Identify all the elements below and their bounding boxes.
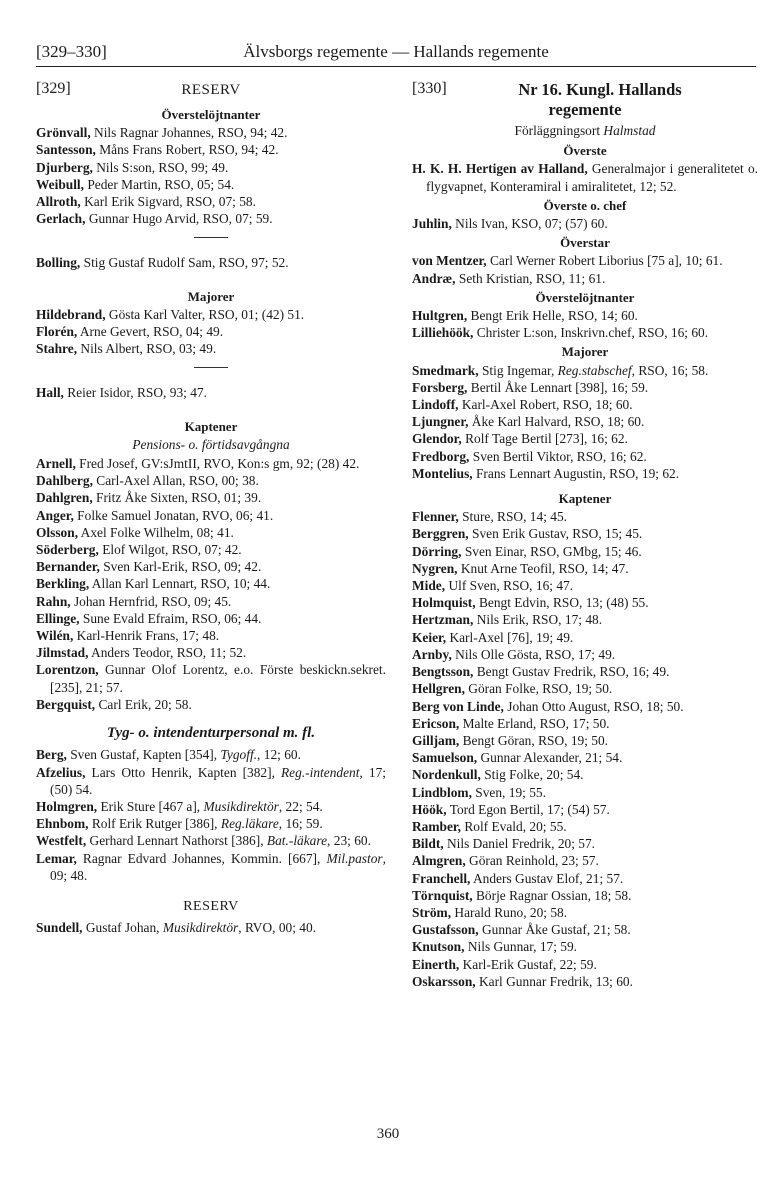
page-range: [329–330] xyxy=(36,42,107,61)
list-item xyxy=(412,525,758,542)
entry-details: Nils Gunnar, 17; 59. xyxy=(464,939,578,955)
list-item xyxy=(412,680,758,697)
surname: Dahlberg, xyxy=(36,473,93,489)
section-329-header xyxy=(36,80,386,104)
entry-details: Nils Daniel Fredrik, 20; 57. xyxy=(443,836,596,852)
list-item xyxy=(36,384,386,401)
entry-details: Bengt Edvin, RSO, 13; (48) 55. xyxy=(475,595,649,611)
entry-list xyxy=(412,362,758,482)
surname: Franchell, xyxy=(412,870,471,886)
entry-details: Karl-Axel [76], 19; 49. xyxy=(446,629,574,645)
entry-details: Generalmajor i generalitetet o. flygvapnet, Konteramiral i amiralitetet, 12; 52. xyxy=(426,161,758,194)
entry-details: Folke Samuel Jonatan, RVO, 06; 41. xyxy=(73,507,274,523)
separator-rule xyxy=(194,237,228,238)
entry-details: Nils Erik, RSO, 17; 48. xyxy=(473,612,603,628)
entry-details: Christer L:son, Inskrivn.chef, RSO, 16; 60. xyxy=(473,325,709,341)
surname: Djurberg, xyxy=(36,159,93,175)
surname: Hellgren, xyxy=(412,681,465,697)
entry-details: Stig Folke, 20; 54. xyxy=(480,767,584,783)
surname: Bengtsson, xyxy=(412,664,474,680)
surname: Afzelius, xyxy=(36,764,86,780)
entry-list xyxy=(36,919,386,936)
entry-list xyxy=(36,455,386,713)
entry-details: Ulf Sven, RSO, 16; 47. xyxy=(445,578,574,594)
entry-details: Måns Frans Robert, RSO, 94; 42. xyxy=(95,142,279,158)
list-item xyxy=(36,254,386,271)
rank-heading: Överstar xyxy=(560,235,610,251)
entry-details: Nils S:son, RSO, 99; 49. xyxy=(92,159,229,175)
list-item xyxy=(412,698,758,715)
entry-title-italic: Reg.-intendent xyxy=(281,764,360,780)
surname: Berggren, xyxy=(412,526,469,542)
list-item xyxy=(412,784,758,801)
surname: Andræ, xyxy=(412,270,456,286)
surname: Ericson, xyxy=(412,715,460,731)
entry-title-italic: Reg.läkare xyxy=(220,816,279,832)
list-item xyxy=(412,870,758,887)
surname: Smedmark, xyxy=(412,362,479,378)
entry-details-end: , 17; (50) 54. xyxy=(50,764,386,797)
surname: Berkling, xyxy=(36,576,90,592)
list-item xyxy=(412,766,758,783)
surname: Montelius, xyxy=(412,465,473,481)
list-item xyxy=(36,575,386,592)
entry-details: Nils Ragnar Johannes, RSO, 94; 42. xyxy=(90,125,288,141)
surname: Arnby, xyxy=(412,646,452,662)
surname: Gerlach, xyxy=(36,211,86,227)
separator-rule xyxy=(194,367,228,368)
list-item xyxy=(36,541,386,558)
entry-details: Sven, 19; 55. xyxy=(471,784,546,800)
list-item xyxy=(36,661,386,695)
list-item xyxy=(36,696,386,713)
rank-heading: Överste xyxy=(563,143,607,159)
surname: Grönvall, xyxy=(36,125,91,141)
entry-details: Reier Isidor, RSO, 93; 47. xyxy=(63,385,207,401)
list-item xyxy=(36,472,386,489)
list-item xyxy=(412,215,758,232)
entry-details: Bertil Åke Lennart [398], 16; 59. xyxy=(467,379,649,395)
list-item xyxy=(412,887,758,904)
list-item xyxy=(412,270,758,287)
surname: Santesson, xyxy=(36,142,96,158)
entry-details: Gösta Karl Valter, RSO, 01; (42) 51. xyxy=(105,306,305,322)
list-item xyxy=(36,507,386,524)
surname: von Mentzer, xyxy=(412,253,487,269)
entry-details: Peder Martin, RSO, 05; 54. xyxy=(84,176,235,192)
surname: Bernander, xyxy=(36,559,100,575)
list-item xyxy=(412,430,758,447)
entry-details: Göran Reinhold, 23; 57. xyxy=(465,853,599,869)
entry-details-end: , 22; 54. xyxy=(278,798,323,814)
surname: Nordenkull, xyxy=(412,767,481,783)
list-item xyxy=(412,594,758,611)
category-heading: Tyg- o. intendenturpersonal m. fl. xyxy=(106,725,316,742)
list-item xyxy=(412,663,758,680)
surname: Holmgren, xyxy=(36,798,98,814)
entry-list xyxy=(412,508,758,990)
entry-details: Karl Erik Sigvard, RSO, 07; 58. xyxy=(80,194,256,210)
surname: Ellinge, xyxy=(36,610,80,626)
surname: Berg von Linde, xyxy=(412,698,504,714)
entry-details: Stig Ingemar, xyxy=(478,362,558,378)
surname: Samuelson, xyxy=(412,750,478,766)
entry-details: Johan Hernfrid, RSO, 09; 45. xyxy=(70,593,232,609)
entry-details: Göran Folke, RSO, 19; 50. xyxy=(464,681,613,697)
entry-title-italic: Musikdirektör xyxy=(203,798,279,814)
list-item xyxy=(412,379,758,396)
entry-details: Karl-Axel Robert, RSO, 18; 60. xyxy=(458,397,633,413)
list-item xyxy=(36,124,386,141)
entry-details: Gustaf Johan, xyxy=(82,920,163,936)
entry-details: Erik Sture [467 a], xyxy=(97,798,204,814)
entry-details: Gunnar Åke Gustaf, 21; 58. xyxy=(478,922,631,938)
entry-details: Gunnar Olof Lorentz, e.o. Förste beskickn.sekret. [235], 21; 57. xyxy=(50,662,386,695)
rank-heading: Överste o. chef xyxy=(543,197,627,213)
entry-details-end: , 09; 48. xyxy=(50,850,386,883)
list-item xyxy=(412,413,758,430)
entry-details: Nils Ivan, KSO, 07; (57) 60. xyxy=(451,216,608,232)
list-item xyxy=(36,455,386,472)
list-item xyxy=(412,801,758,818)
entry-details: Sven Einar, RSO, GMbg, 15; 46. xyxy=(461,543,642,559)
entry-details: Börje Ragnar Ossian, 18; 58. xyxy=(472,887,632,903)
list-item xyxy=(412,835,758,852)
surname: Flenner, xyxy=(412,509,459,525)
list-item xyxy=(36,919,386,936)
surname: Söderberg, xyxy=(36,542,99,558)
list-item xyxy=(412,956,758,973)
surname: Ljungner, xyxy=(412,414,469,430)
list-item xyxy=(412,362,758,379)
surname: Lilliehöök, xyxy=(412,325,474,341)
rank-subheading: Pensions- o. förtidsavgångna xyxy=(132,436,290,452)
surname: Ström, xyxy=(412,904,452,920)
list-item xyxy=(412,646,758,663)
entry-details: Gunnar Hugo Arvid, RSO, 07; 59. xyxy=(85,211,273,227)
list-item xyxy=(36,176,386,193)
surname: Törnquist, xyxy=(412,887,473,903)
surname: Bergquist, xyxy=(36,696,96,712)
list-item xyxy=(36,323,386,340)
surname: Glendor, xyxy=(412,431,462,447)
regiment-title-cont: regemente xyxy=(548,100,622,119)
section-330-header xyxy=(412,80,758,100)
surname: Knutson, xyxy=(412,939,465,955)
surname: Juhlin, xyxy=(412,216,452,232)
list-item xyxy=(36,627,386,644)
entry-details: Tord Egon Bertil, 17; (54) 57. xyxy=(446,801,610,817)
entry-details-end: , 12; 60. xyxy=(257,747,301,763)
rank-heading: Överstelöjtnanter xyxy=(535,289,635,305)
entry-details: Knut Arne Teofil, RSO, 14; 47. xyxy=(457,560,629,576)
list-item xyxy=(412,852,758,869)
entry-details: Nils Olle Gösta, RSO, 17; 49. xyxy=(451,646,616,662)
entry-details: Sune Evald Efraim, RSO, 06; 44. xyxy=(79,610,262,626)
list-item xyxy=(36,644,386,661)
entry-list xyxy=(412,307,758,341)
list-item xyxy=(36,850,386,884)
entry-details: Fritz Åke Sixten, RSO, 01; 39. xyxy=(92,490,262,506)
page-number: 360 xyxy=(376,1126,400,1142)
right-column xyxy=(412,80,758,990)
list-item xyxy=(412,396,758,413)
surname: Forsberg, xyxy=(412,379,468,395)
regiment-title: Nr 16. Kungl. Hallands xyxy=(518,80,682,99)
entry-details-end: , RSO, 16; 58. xyxy=(631,362,709,378)
garrison-place: Halmstad xyxy=(603,123,656,138)
list-item xyxy=(36,610,386,627)
surname: Anger, xyxy=(36,507,74,523)
surname: Sundell, xyxy=(36,920,83,936)
entry-details: Rolf Erik Rutger [386], xyxy=(88,816,221,832)
list-item xyxy=(36,593,386,610)
surname: Lemar, xyxy=(36,850,77,866)
entry-details: Ragnar Edvard Johannes, Kommin. [667], xyxy=(76,850,327,866)
surname: Rahn, xyxy=(36,593,71,609)
list-item xyxy=(412,448,758,465)
entry-details: Johan Otto August, RSO, 18; 50. xyxy=(503,698,684,714)
list-item xyxy=(36,159,386,176)
list-item xyxy=(412,465,758,482)
surname: Keier, xyxy=(412,629,447,645)
surname: Jilmstad, xyxy=(36,645,89,661)
garrison-label: Förläggningsort xyxy=(514,123,604,138)
list-item xyxy=(36,746,386,763)
list-item xyxy=(36,210,386,227)
entry-details: Frans Lennart Augustin, RSO, 19; 62. xyxy=(472,465,680,481)
entry-title-italic: Reg.stabschef xyxy=(557,362,632,378)
surname: Allroth, xyxy=(36,194,81,210)
surname: Bolling, xyxy=(36,255,81,271)
list-item xyxy=(412,324,758,341)
garrison-line xyxy=(412,122,758,139)
surname: Nygren, xyxy=(412,560,458,576)
list-item xyxy=(412,749,758,766)
list-item xyxy=(412,577,758,594)
entry-details: Carl Werner Robert Liborius [75 a], 10; 61. xyxy=(486,253,723,269)
entry-details: Karl Gunnar Fredrik, 13; 60. xyxy=(475,973,633,989)
entry-details: Allan Karl Lennart, RSO, 10; 44. xyxy=(89,576,271,592)
surname: Almgren, xyxy=(412,853,466,869)
surname: Arnell, xyxy=(36,456,76,472)
entry-list xyxy=(36,746,386,884)
left-column xyxy=(36,80,386,936)
entry-details: Anders Teodor, RSO, 11; 52. xyxy=(88,645,247,661)
entry-details: Karl-Henrik Frans, 17; 48. xyxy=(73,628,220,644)
surname: Dahlgren, xyxy=(36,490,93,506)
entry-list xyxy=(412,160,758,194)
entry-list xyxy=(412,215,758,232)
surname: Lindblom, xyxy=(412,784,472,800)
list-item xyxy=(412,560,758,577)
entry-details-end: , RVO, 00; 40. xyxy=(238,920,317,936)
surname: Westfelt, xyxy=(36,833,87,849)
list-item xyxy=(412,921,758,938)
entry-details: Elof Wilgot, RSO, 07; 42. xyxy=(98,542,242,558)
section-title: RESERV xyxy=(181,82,241,98)
list-item xyxy=(36,340,386,357)
list-item xyxy=(412,904,758,921)
list-item xyxy=(36,141,386,158)
surname: Florén, xyxy=(36,324,78,340)
entry-details-end: , 16; 59. xyxy=(278,816,323,832)
entry-details: Nils Albert, RSO, 03; 49. xyxy=(77,341,217,357)
surname: Gustafsson, xyxy=(412,922,479,938)
entry-details: Sven Erik Gustav, RSO, 15; 45. xyxy=(468,526,643,542)
section-number: [329] xyxy=(36,80,71,97)
surname: Olsson, xyxy=(36,524,79,540)
entry-details: Axel Folke Wilhelm, 08; 41. xyxy=(78,524,234,540)
list-item xyxy=(36,832,386,849)
entry-list xyxy=(36,306,386,358)
surname: Berg, xyxy=(36,747,67,763)
entry-details: Bengt Göran, RSO, 19; 50. xyxy=(459,732,609,748)
section-number: [330] xyxy=(412,80,447,97)
list-item xyxy=(412,611,758,628)
list-item xyxy=(412,252,758,269)
list-item xyxy=(412,543,758,560)
surname: Ramber, xyxy=(412,818,461,834)
entry-details: Bengt Gustav Fredrik, RSO, 16; 49. xyxy=(473,664,670,680)
list-item xyxy=(412,973,758,990)
list-item xyxy=(412,160,758,194)
entry-details: Carl Erik, 20; 58. xyxy=(95,696,192,712)
entry-details: Rolf Evald, 20; 55. xyxy=(460,818,567,834)
entry-details: Fred Josef, GV:sJmtII, RVO, Kon:s gm, 92; (28) 42. xyxy=(75,456,360,472)
entry-details-end: , 23; 60. xyxy=(327,833,371,849)
list-item xyxy=(36,798,386,815)
list-item xyxy=(412,732,758,749)
entry-details: Gerhard Lennart Nathorst [386], xyxy=(86,833,267,849)
entry-title-italic: Tygoff. xyxy=(220,747,258,763)
surname: Hultgren, xyxy=(412,308,468,324)
entry-details: Rolf Tage Bertil [273], 16; 62. xyxy=(461,431,628,447)
surname: H. K. H. Hertigen av Halland, xyxy=(412,161,588,177)
surname: Höök, xyxy=(412,801,447,817)
entry-details: Karl-Erik Gustaf, 22; 59. xyxy=(459,956,597,972)
surname: Hertzman, xyxy=(412,612,474,628)
entry-details: Gunnar Alexander, 21; 54. xyxy=(477,750,623,766)
entry-title-italic: Bat.-läkare xyxy=(266,833,328,849)
list-item xyxy=(36,489,386,506)
entry-title-italic: Mil.pastor xyxy=(326,850,383,866)
surname: Einerth, xyxy=(412,956,460,972)
entry-details: Harald Runo, 20; 58. xyxy=(451,904,568,920)
list-item xyxy=(36,306,386,323)
entry-list xyxy=(412,252,758,286)
surname: Wilén, xyxy=(36,628,74,644)
surname: Oskarsson, xyxy=(412,973,476,989)
surname: Weibull, xyxy=(36,176,84,192)
entry-details: Malte Erland, RSO, 17; 50. xyxy=(459,715,610,731)
entry-details: Bengt Erik Helle, RSO, 14; 60. xyxy=(467,308,638,324)
surname: Holmquist, xyxy=(412,595,476,611)
entry-details: Stig Gustaf Rudolf Sam, RSO, 97; 52. xyxy=(80,255,289,271)
list-item xyxy=(412,629,758,646)
surname: Stahre, xyxy=(36,341,78,357)
surname: Fredborg, xyxy=(412,448,470,464)
surname: Ehnbom, xyxy=(36,816,89,832)
rank-heading: Majorer xyxy=(187,288,235,304)
entry-details: Lars Otto Henrik, Kapten [382], xyxy=(85,764,281,780)
list-item xyxy=(412,508,758,525)
entry-details: Sture, RSO, 14; 45. xyxy=(458,509,567,525)
list-item xyxy=(36,764,386,798)
entry-list xyxy=(36,124,386,227)
surname: Bildt, xyxy=(412,836,444,852)
list-item xyxy=(412,307,758,324)
rank-heading: Majorer xyxy=(561,344,609,360)
entry-details: Carl-Axel Allan, RSO, 00; 38. xyxy=(92,473,259,489)
list-item xyxy=(412,818,758,835)
list-item xyxy=(36,193,386,210)
entry-details: Sven Bertil Viktor, RSO, 16; 62. xyxy=(469,448,647,464)
surname: Hall, xyxy=(36,385,64,401)
surname: Gilljam, xyxy=(412,732,460,748)
entry-details: Sven Gustaf, Kapten [354], xyxy=(66,747,221,763)
surname: Hildebrand, xyxy=(36,306,106,322)
running-title: Älvsborgs regemente — Hallands regemente xyxy=(243,42,549,61)
surname: Lindoff, xyxy=(412,397,459,413)
entry-details: Arne Gevert, RSO, 04; 49. xyxy=(77,324,224,340)
list-item xyxy=(36,815,386,832)
surname: Lorentzon, xyxy=(36,662,99,678)
rank-heading: Kaptener xyxy=(184,418,238,434)
entry-title-italic: Musikdirektör xyxy=(162,920,239,936)
entry-details: Sven Karl-Erik, RSO, 09; 42. xyxy=(99,559,262,575)
rank-heading: Överstelöjtnanter xyxy=(161,107,261,122)
page-header xyxy=(36,40,756,67)
entry-details: Anders Gustav Elof, 21; 57. xyxy=(470,870,624,886)
surname: Dörring, xyxy=(412,543,462,559)
list-item xyxy=(36,524,386,541)
surname: Mide, xyxy=(412,578,446,594)
list-item xyxy=(36,558,386,575)
entry-details: Åke Karl Halvard, RSO, 18; 60. xyxy=(468,414,645,430)
entry-details: Seth Kristian, RSO, 11; 61. xyxy=(455,270,606,286)
category-heading: RESERV xyxy=(183,898,239,914)
rank-heading: Kaptener xyxy=(558,491,612,507)
list-item xyxy=(412,938,758,955)
list-item xyxy=(412,715,758,732)
